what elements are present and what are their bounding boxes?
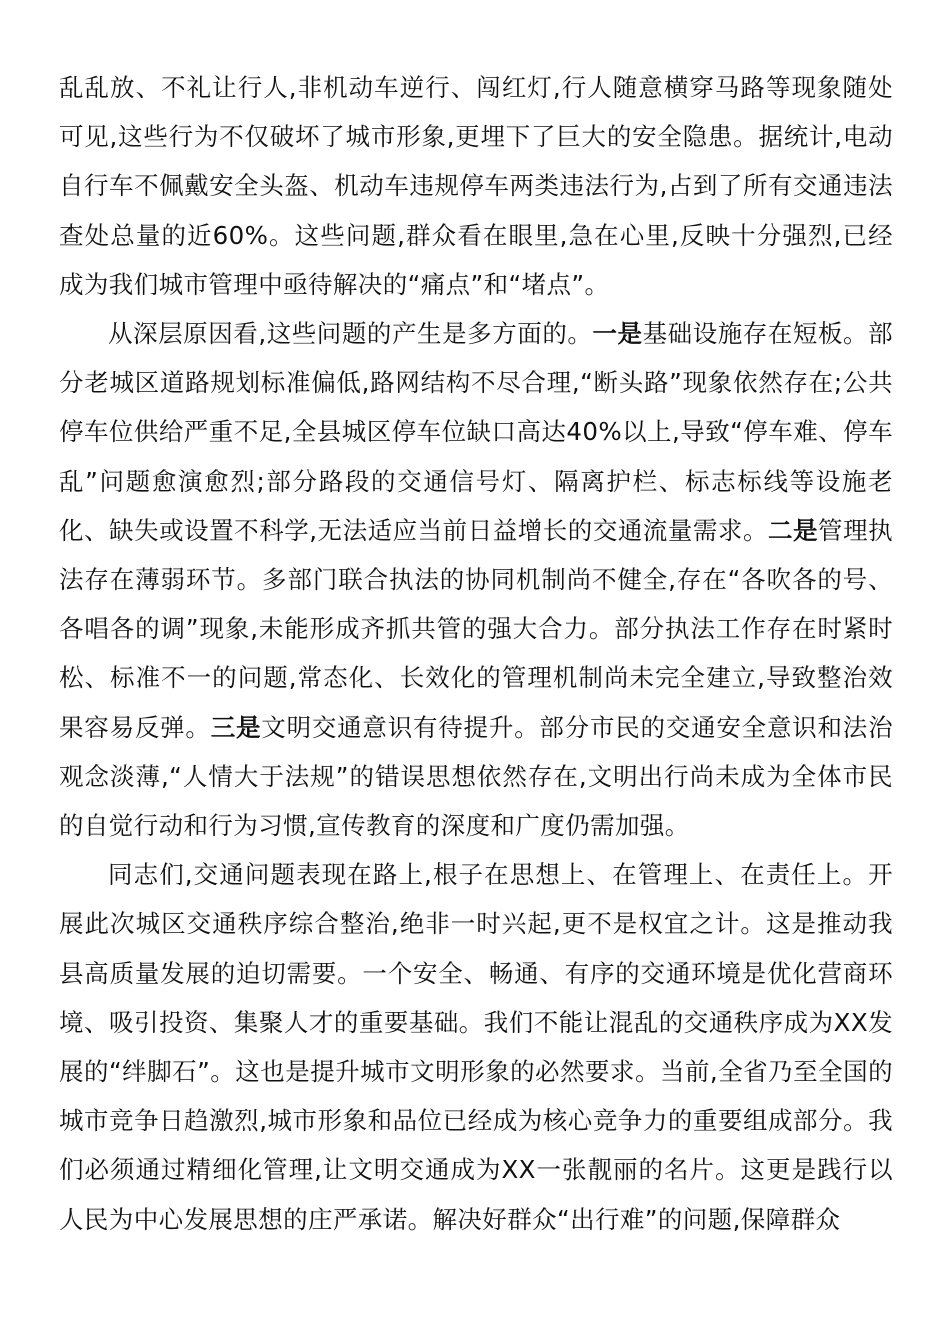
- paragraph-3-text: 同志们,交通问题表现在路上,根子在思想上、在管理上、在责任上。开展此次城区交通秩序综合整治,绝非一时兴起,更不是权宜之计。这是推动我县高质量发展的迫切需要。一个安全、畅通、有序的交通环境是优化营商环境、吸引投资、集聚人才的重要基础。我们不能让混乱的交通秩序成为XX发展的“绊脚石”。这也是提升城市文明形象的必然要求。当前,全省乃至全国的城市竞争日趋激烈,城市形象和品位已经成为核心竞争力的重要组成部分。我们必须通过精细化管理,让文明交通成为XX一张靓丽的名片。这更是践行以人民为中心发展思想的庄严承诺。解决好群众“出行难”的问题,保障群众: [59, 860, 893, 1234]
- point-two-marker: 二是: [767, 515, 819, 545]
- paragraph-3: [59, 850, 893, 1244]
- point-one-marker: 一是: [592, 319, 643, 349]
- document-page: [59, 63, 893, 1244]
- paragraph-1: [59, 63, 893, 309]
- paragraph-2-text-2: 基础设施存在短板。部分老城区道路规划标准偏低,路网结构不尽合理,“断头路”现象依然存在;公共停车位供给严重不足,全县城区停车位缺口高达40%以上,导致“停车难、停车乱”问题愈演愈烈;部分路段的交通信号灯、隔离护栏、标志标线等设施老化、缺失或设置不科学,无法适应当前日益增长的交通流量需求。: [59, 319, 893, 545]
- paragraph-2-text-3: 管理执法存在薄弱环节。多部门联合执法的协同机制尚不健全,存在“各吹各的号、各唱各的调”现象,未能形成齐抓共管的强大合力。部分执法工作存在时紧时松、标准不一的问题,常态化、长效化的管理机制尚未完全建立,导致整治效果容易反弹。: [59, 515, 893, 742]
- paragraph-2-text-1: 从深层原因看,这些问题的产生是多方面的。: [108, 319, 593, 349]
- paragraph-2-text-4: 文明交通意识有待提升。部分市民的交通安全意识和法治观念淡薄,“人情大于法规”的错误思想依然存在,文明出行尚未成为全体市民的自觉行动和行为习惯,宣传教育的深度和广度仍需加强。: [59, 712, 893, 841]
- point-three-marker: 三是: [210, 712, 262, 742]
- paragraph-2: [59, 309, 893, 850]
- paragraph-1-text: 乱乱放、不礼让行人,非机动车逆行、闯红灯,行人随意横穿马路等现象随处可见,这些行为不仅破坏了城市形象,更埋下了巨大的安全隐患。据统计,电动自行车不佩戴安全头盔、机动车违规停车两类违法行为,占到了所有交通违法查处总量的近60%。这些问题,群众看在眼里,急在心里,反映十分强烈,已经成为我们城市管理中亟待解决的“痛点”和“堵点”。: [59, 73, 893, 299]
